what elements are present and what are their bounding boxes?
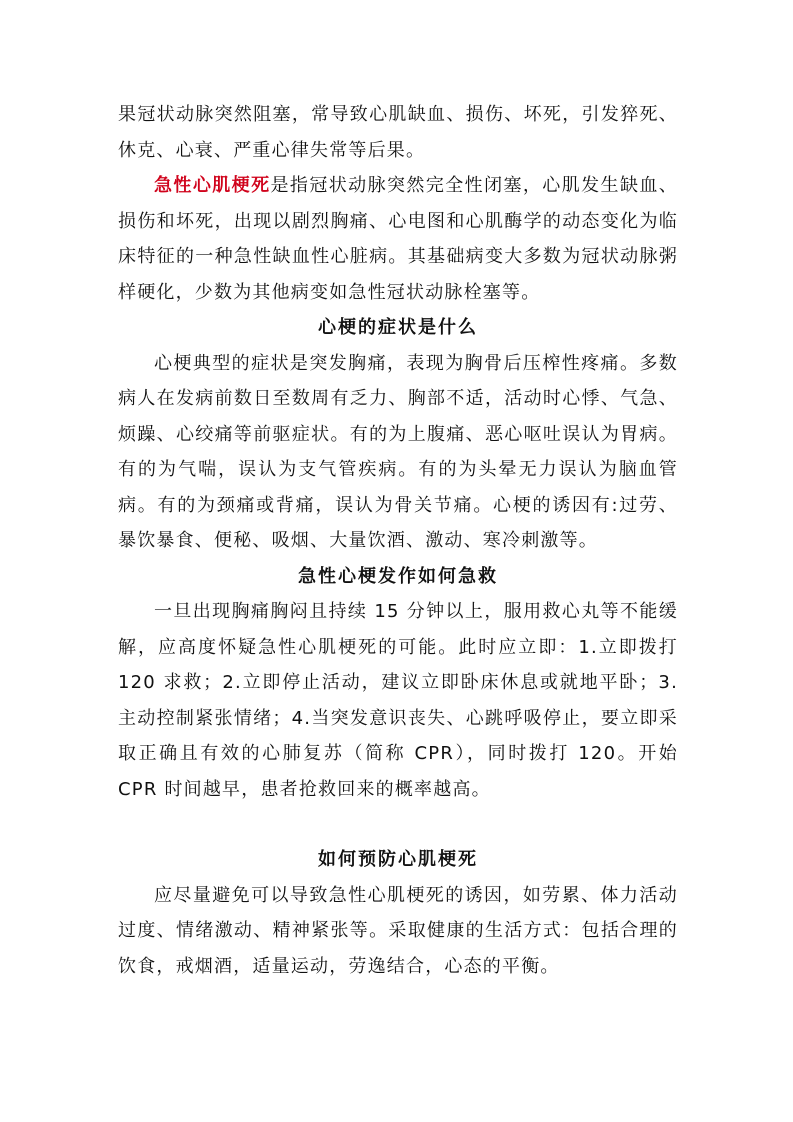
document-page xyxy=(118,97,678,984)
definition-text: 是指冠状动脉突然完全性闭塞，心肌发生缺血、损伤和坏死，出现以剧烈胸痛、心电图和心肌酶学的动态变化为临床特征的一种急性缺血性心脏病。其基础病变大多数为冠状动脉粥样硬化，少数为其他病变如急性冠状动脉栓塞等。 xyxy=(118,175,679,303)
section-heading-first-aid: 急性心梗发作如何急救 xyxy=(298,565,498,587)
definition-paragraph xyxy=(118,168,678,310)
section-body-symptoms: 心梗典型的症状是突发胸痛，表现为胸骨后压榨性疼痛。多数病人在发病前数日至数周有乏力、胸部不适，活动时心悸、气急、烦躁、心绞痛等前驱症状。有的为上腹痛、恶心呕吐误认为胃病。有的为气喘，误认为支气管疾病。有的为头晕无力误认为脑血管病。有的为颈痛或背痛，误认为骨关节痛。心梗的诱因有:过劳、暴饮暴食、便秘、吸烟、大量饮酒、激动、寒冷刺激等。 xyxy=(118,352,678,551)
section-body-prevention: 应尽量避免可以导致急性心肌梗死的诱因，如劳累、体力活动过度、情绪激动、精神紧张等。采取健康的生活方式：包括合理的饮食，戒烟酒，适量运动，劳逸结合，心态的平衡。 xyxy=(118,884,678,977)
section-heading-symptoms: 心梗的症状是什么 xyxy=(318,317,478,338)
section-body-first-aid: 一旦出现胸痛胸闷且持续 15 分钟以上，服用救心丸等不能缓解，应高度怀疑急性心肌梗死的可能。此时应立即：1.立即拨打 120 求救；2.立即停止活动，建议立即卧床休息或就地平卧；3.主动控制紧张情绪；4.当突发意识丧失、心跳呼吸停止，要立即采取正确且有效的心肺复苏（简称 CPR），同时拨打 120。开始 CPR 时间越早，患者抢救回来的概率越高。 xyxy=(118,601,678,800)
definition-term: 急性心肌梗死 xyxy=(154,175,271,196)
intro-paragraph: 果冠状动脉突然阻塞，常导致心肌缺血、损伤、坏死，引发猝死、休克、心衰、严重心律失常等后果。 xyxy=(118,104,678,161)
section-heading-prevention: 如何预防心肌梗死 xyxy=(318,849,478,870)
